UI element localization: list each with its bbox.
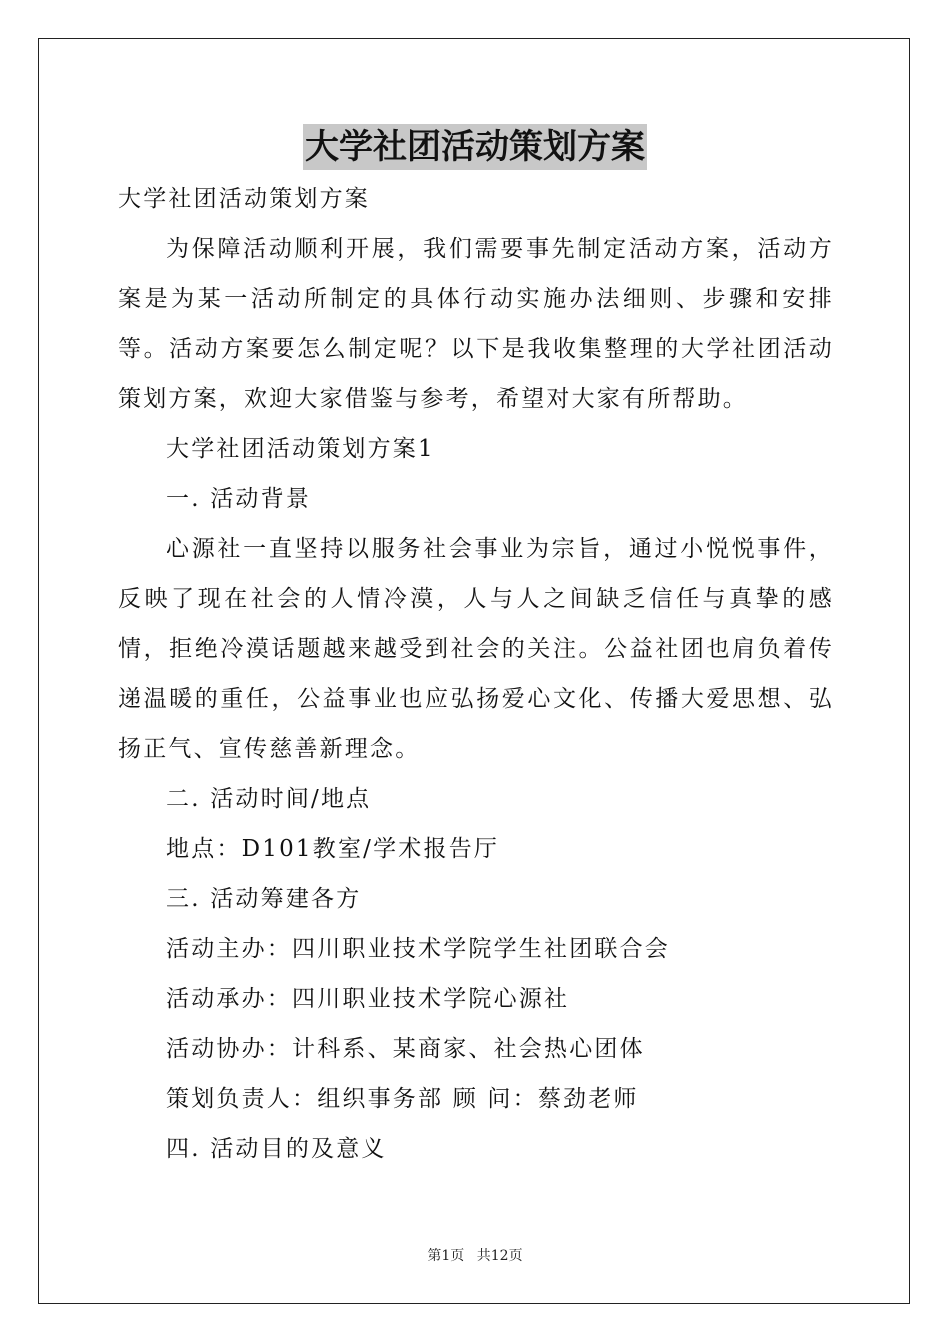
document-title: 大学社团活动策划方案 <box>303 124 647 170</box>
heading-purpose: 四. 活动目的及意义 <box>166 1136 387 1162</box>
heading-background: 一. 活动背景 <box>166 486 312 512</box>
section-title: 大学社团活动策划方案1 <box>166 436 435 462</box>
title-container <box>0 124 950 170</box>
organizer-line: 活动主办：四川职业技术学院学生社团联合会 <box>166 936 670 962</box>
document-body <box>118 174 834 1174</box>
subtitle: 大学社团活动策划方案 <box>118 186 370 212</box>
page-number: 第1页 <box>427 1248 465 1264</box>
intro-paragraph: 为保障活动顺利开展，我们需要事先制定活动方案，活动方案是为某一活动所制定的具体行动实施办法细则、步骤和安排等。活动方案要怎么制定呢？以下是我收集整理的大学社团活动策划方案，欢迎大家借鉴与参考，希望对大家有所帮助。 <box>118 236 834 412</box>
location-line: 地点：D101教室/学术报告厅 <box>166 836 500 862</box>
undertaker-line: 活动承办：四川职业技术学院心源社 <box>166 986 570 1012</box>
heading-time-location: 二. 活动时间/地点 <box>166 786 372 812</box>
page-total: 共12页 <box>476 1248 523 1264</box>
background-paragraph: 心源社一直坚持以服务社会事业为宗旨，通过小悦悦事件，反映了现在社会的人情冷漠，人与人之间缺乏信任与真挚的感情，拒绝冷漠话题越来越受到社会的关注。公益社团也肩负着传递温暖的重任，公益事业也应弘扬爱心文化、传播大爱思想、弘扬正气、宣传慈善新理念。 <box>118 536 834 762</box>
co-organizer-line: 活动协办：计科系、某商家、社会热心团体 <box>166 1036 645 1062</box>
planner-line: 策划负责人：组织事务部 顾 问：蔡劲老师 <box>166 1086 639 1112</box>
page-footer <box>0 1245 950 1265</box>
heading-parties: 三. 活动筹建各方 <box>166 886 362 912</box>
